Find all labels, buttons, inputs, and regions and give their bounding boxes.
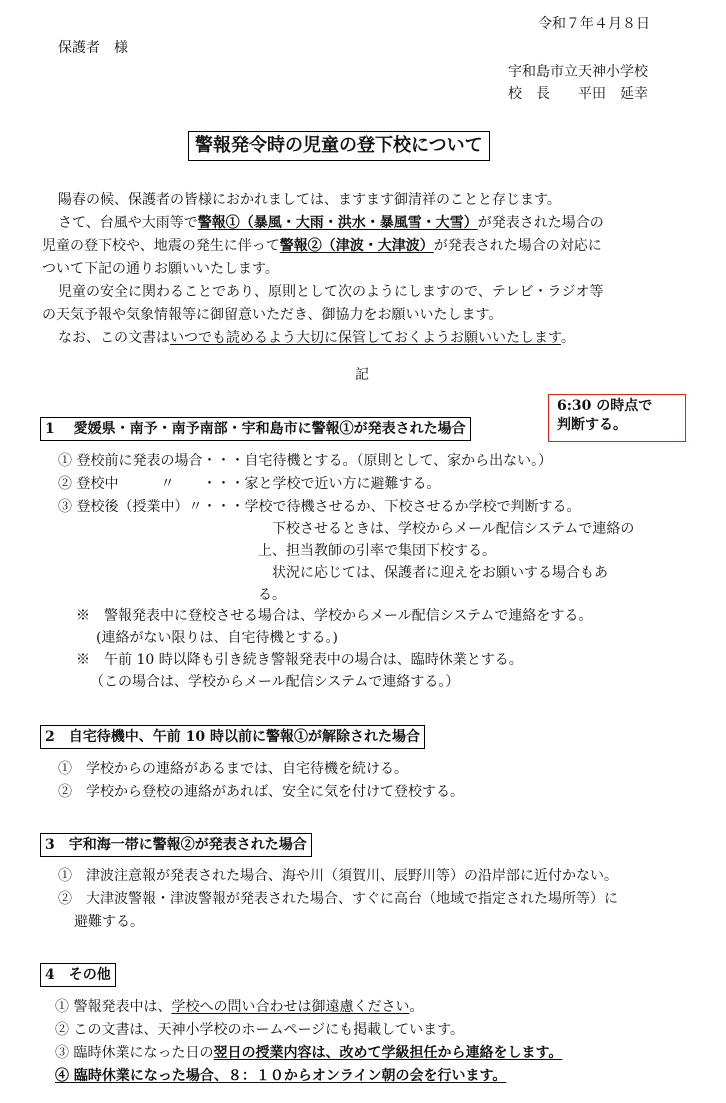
section3-item: ② 大津波警報・津波警報が発表された場合、すぐに高台（地域で指定された場所等）に [58,891,618,907]
section2-item: ② 学校から登校の連絡があれば、安全に気を付けて登校する。 [58,784,464,800]
section1-heading: 1 愛媛県・南予・南予南部・宇和島市に警報①が発表された場合 [40,417,471,441]
section4-item: ③ 臨時休業になった日の翌日の授業内容は、改めて学級担任から連絡をします。 [55,1045,563,1061]
section4-item: ④ 臨時休業になった場合、８：１０からオンライン朝の会を行います。 [55,1068,507,1084]
section3-item: 避難する。 [74,914,144,930]
intro-line: 児童の安全に関わることであり、原則として次のようにしますので、テレビ・ラジオ等 [58,284,604,300]
principal-name: 校 長 平田 延幸 [508,86,648,102]
section1-continuation: 下校させるときは、学校からメール配信システムで連絡の [272,521,635,537]
next-day-lessons-note: 翌日の授業内容は、改めて学級担任から連絡をします。 [213,1045,563,1061]
section1-item: ② 登校中 〃 ・・・家と学校で近い方に避難する。 [58,476,441,492]
section1-note: (連絡がない限りは、自宅待機とする。) [96,630,338,646]
document-date: 令和７年４月８日 [538,16,650,32]
ki-heading: 記 [355,367,369,383]
section4-heading: 4 その他 [40,963,116,987]
section3-heading: 3 宇和海一帯に警報②が発表された場合 [40,833,312,857]
no-inquiries-note: 学校への問い合わせは御遠慮ください [171,999,410,1015]
page-title: 警報発令時の児童の登下校について [188,131,490,161]
section3-item: ① 津波注意報が発表された場合、海や川（須賀川、辰野川等）の沿岸部に近付かない。 [58,868,618,884]
section1-item: ① 登校前に発表の場合・・・自宅待機とする。（原則として、家から出ない。） [58,453,553,469]
intro-line: なお、この文書はいつでも読めるよう大切に保管しておくようお願いいたします。 [58,330,575,346]
section2-heading: 2 自宅待機中、午前 10 時以前に警報①が解除された場合 [40,725,425,749]
intro-line: ついて下記の通りお願いいたします。 [42,261,279,277]
decision-time-note: 6:30 の時点で 判断する。 [548,394,686,442]
section4-item: ② この文書は、天神小学校のホームページにも掲載しています。 [55,1022,465,1038]
warning2-types: 警報②（津波・大津波） [279,238,434,254]
recipient: 保護者 様 [58,40,128,56]
school-name: 宇和島市立天神小学校 [508,64,648,80]
section1-item: ③ 登校後（授業中）〃・・・学校で待機させるか、下校させるか学校で判断する。 [58,499,581,515]
intro-line: 児童の登下校や、地震の発生に伴って警報②（津波・大津波）が発表された場合の対応に [42,238,602,254]
section1-continuation: 状況に応じては、保護者に迎えをお願いする場合もあ [272,565,608,581]
section1-continuation: る。 [258,587,286,603]
section1-note: （この場合は、学校からメール配信システムで連絡する。） [90,674,460,690]
section4-item: ① 警報発表中は、学校への問い合わせは御遠慮ください。 [55,999,424,1015]
section2-item: ① 学校からの連絡があるまでは、自宅待機を続ける。 [58,761,408,777]
intro-line: の天気予報や気象情報等に御留意いただき、御協力をお願いいたします。 [42,307,503,323]
keep-document-note: いつでも読めるよう大切に保管しておくようお願いいたします [170,330,561,346]
intro-line: 陽春の候、保護者の皆様におかれましては、ますます御清祥のことと存じます。 [58,192,561,208]
section1-note: ※ 警報発表中に登校させる場合は、学校からメール配信システムで連絡をする。 [76,608,593,624]
intro-line: さて、台風や大雨等で警報①（暴風・大雨・洪水・暴風雪・大雪）が発表された場合の [58,215,604,231]
warning1-types: 警報①（暴風・大雨・洪水・暴風雪・大雪） [197,215,478,231]
section1-continuation: 上、担当教師の引率で集団下校する。 [258,543,496,559]
section1-note: ※ 午前 10 時以降も引き続き警報発表中の場合は、臨時休業とする。 [76,652,523,668]
